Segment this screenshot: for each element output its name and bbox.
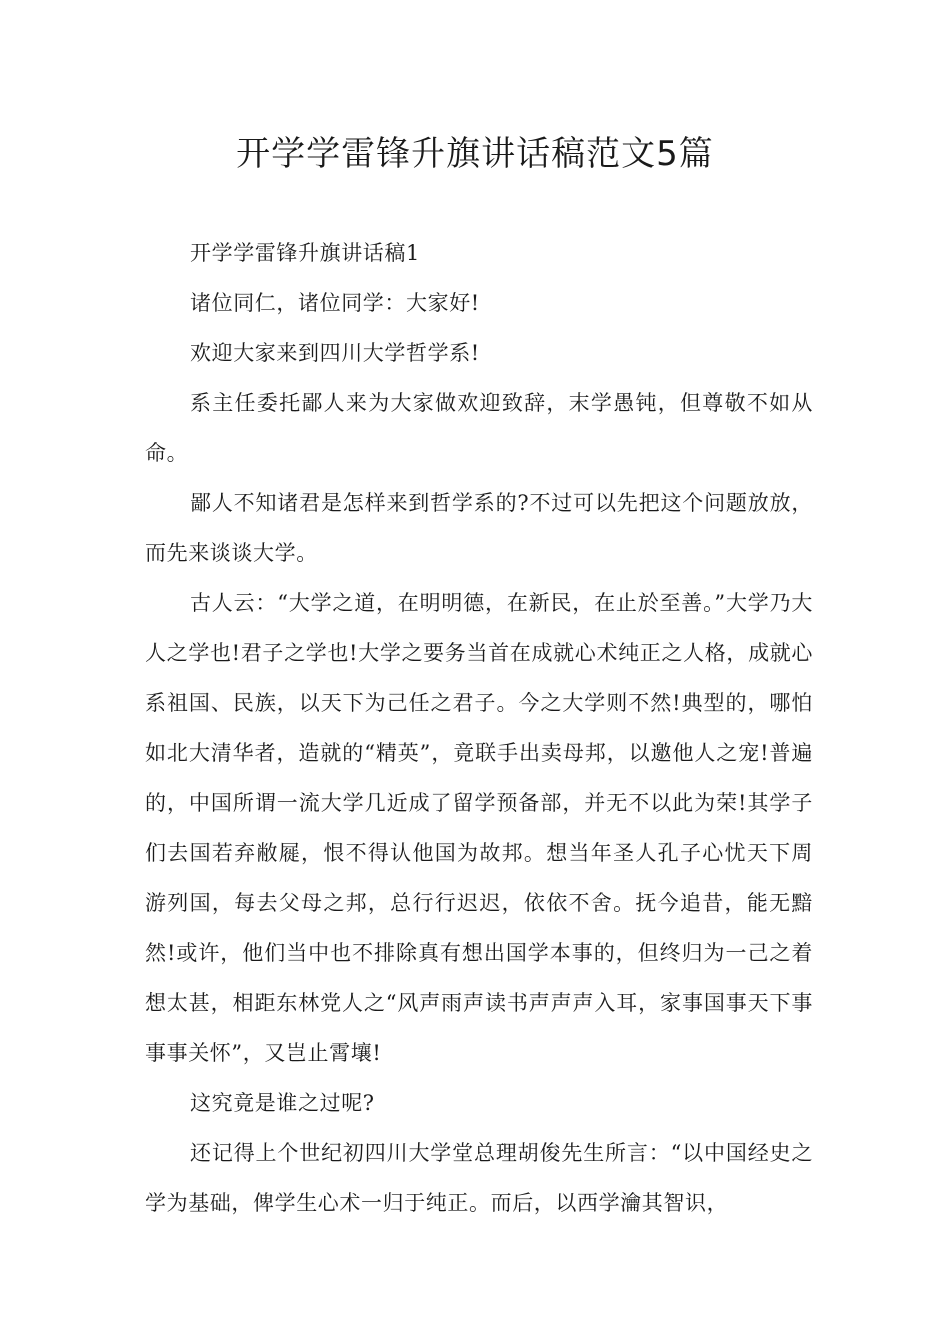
paragraph: 这究竟是谁之过呢?: [190, 1091, 375, 1115]
paragraph: 古人云：“大学之道，在明明德，在新民，在止於至善。”大学乃大人之学也!君子之学也!大学之要务当首在成就心术纯正之人格，成就心系祖国、民族，以天下为己任之君子。今之大学则不然!典型的，哪怕如北大清华者，造就的“精英”，竟联手出卖母邦，以邀他人之宠!普遍的，中国所谓一流大学几近成了留学预备部，并无不以此为荣!其学子们去国若弃敝屣，恨不得认他国为故邦。想当年圣人孔子心忧天下周游列国，每去父母之邦，总行行迟迟，依依不舍。抚今追昔，能无黯然!或许，他们当中也不排除真有想出国学本事的，但终归为一己之着想太甚，相距东林党人之“风声雨声读书声声声入耳，家事国事天下事事事关怀”，又岂止霄壤!: [145, 591, 813, 1065]
document-body: [145, 228, 813, 1228]
paragraph-heading: 开学学雷锋升旗讲话稿1: [190, 241, 420, 265]
paragraph: 还记得上个世纪初四川大学堂总理胡俊先生所言：“以中国经史之学为基础，俾学生心术一归于纯正。而后，以西学瀹其智识，: [145, 1141, 813, 1215]
paragraph: 鄙人不知诸君是怎样来到哲学系的?不过可以先把这个问题放放，而先来谈谈大学。: [145, 491, 813, 565]
paragraph-welcome: 欢迎大家来到四川大学哲学系!: [190, 341, 480, 365]
paragraph-greeting: 诸位同仁，诸位同学：大家好!: [190, 291, 480, 315]
document-title: 开学学雷锋升旗讲话稿范文5篇: [236, 134, 714, 174]
paragraph: 系主任委托鄙人来为大家做欢迎致辞，末学愚钝，但尊敬不如从命。: [145, 391, 813, 465]
